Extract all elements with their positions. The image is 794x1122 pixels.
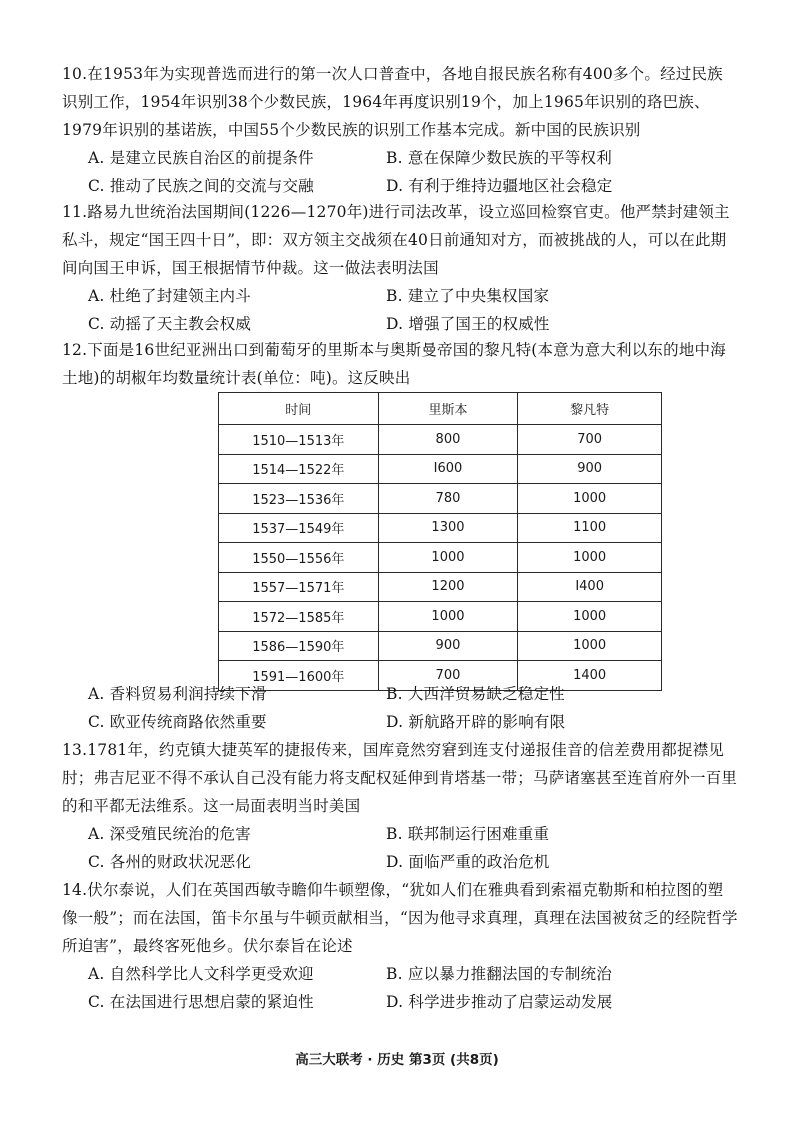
table-row bbox=[219, 631, 662, 661]
option-a: A. 杜绝了封建领主内斗 bbox=[88, 287, 251, 305]
table-cell: 1537—1549年 bbox=[219, 513, 379, 543]
table-cell: I600 bbox=[378, 454, 518, 484]
question-14-stem: 14.伏尔泰说，人们在英国西敏寺瞻仰牛顿塑像，“犹如人们在雅典看到索福克勒斯和柏拉图的塑像一般”；而在法国，笛卡尔虽与牛顿贡献相当，“因为他寻求真理，真理在法国被贫乏的经院哲学所迫害”，最终客死他乡。伏尔泰旨在论述 bbox=[62, 881, 738, 955]
table-row bbox=[219, 454, 662, 484]
table-cell: 900 bbox=[378, 631, 518, 661]
page-footer: 高三大联考 · 历史 第3页 (共8页) bbox=[295, 1052, 499, 1068]
option-b: B. 意在保障少数民族的平等权利 bbox=[386, 149, 612, 167]
table-cell: 1300 bbox=[378, 513, 518, 543]
table-cell: 800 bbox=[378, 425, 518, 455]
table-row bbox=[219, 602, 662, 632]
table-row bbox=[219, 425, 662, 455]
option-b: B. 联邦制运行困难重重 bbox=[386, 825, 550, 843]
question-11-stem: 11.路易九世统治法国期间(1226—1270年)进行司法改革，设立巡回检察官吏。他严禁封建领主私斗，规定“国王四十日”，即：双方领主交战须在40日前通知对方，而被挑战的人，可以在此期间向国王申诉，国王根据情节仲裁。这一做法表明法国 bbox=[62, 203, 730, 277]
option-c: C. 各州的财政状况恶化 bbox=[88, 853, 252, 871]
pepper-statistics-table bbox=[218, 392, 662, 691]
question-12-options bbox=[62, 680, 738, 736]
table-cell: 1100 bbox=[518, 513, 662, 543]
question-10 bbox=[62, 60, 738, 200]
table-row bbox=[219, 572, 662, 602]
table-cell: 1550—1556年 bbox=[219, 543, 379, 573]
question-14 bbox=[62, 876, 738, 1016]
option-d: D. 增强了国王的权威性 bbox=[386, 315, 550, 333]
question-12-options-block bbox=[62, 680, 738, 736]
table-cell: 1400 bbox=[518, 661, 662, 691]
table-cell: 1000 bbox=[378, 543, 518, 573]
table-row bbox=[219, 543, 662, 573]
question-10-stem: 10.在1953年为实现普选而进行的第一次人口普查中，各地自报民族名称有400多个。经过民族识别工作，1954年识别38个少数民族，1964年再度识别19个，加上1965年识别的珞巴族、1979年识别的基诺族，中国55个少数民族的识别工作基本完成。新中国的民族识别 bbox=[62, 65, 723, 139]
option-d: D. 新航路开辟的影响有限 bbox=[386, 713, 566, 731]
column-header: 黎凡特 bbox=[518, 393, 662, 425]
column-header: 里斯本 bbox=[378, 393, 518, 425]
table-cell: 1586—1590年 bbox=[219, 631, 379, 661]
column-header: 时间 bbox=[219, 393, 379, 425]
table-cell: 1000 bbox=[518, 543, 662, 573]
option-c: C. 动摇了天主教会权威 bbox=[88, 315, 252, 333]
table-cell: 1000 bbox=[518, 484, 662, 514]
option-a: A. 自然科学比人文科学更受欢迎 bbox=[88, 965, 314, 983]
table-cell: 1572—1585年 bbox=[219, 602, 379, 632]
option-c: C. 推动了民族之间的交流与交融 bbox=[88, 177, 314, 195]
table-cell: I400 bbox=[518, 572, 662, 602]
option-a: A. 是建立民族自治区的前提条件 bbox=[88, 149, 314, 167]
option-c: C. 在法国进行思想启蒙的紧迫性 bbox=[88, 993, 314, 1011]
table-header-row bbox=[219, 393, 662, 425]
question-13-options bbox=[62, 820, 738, 876]
question-10-options bbox=[62, 144, 738, 200]
table-cell: 1514—1522年 bbox=[219, 454, 379, 484]
question-12 bbox=[62, 336, 738, 392]
table-cell: 1000 bbox=[378, 602, 518, 632]
table-cell: 900 bbox=[518, 454, 662, 484]
question-11-options bbox=[62, 282, 738, 338]
table-cell: 1591—1600年 bbox=[219, 661, 379, 691]
table-cell: 700 bbox=[378, 661, 518, 691]
question-11 bbox=[62, 198, 738, 338]
table-row bbox=[219, 513, 662, 543]
table-cell: 1557—1571年 bbox=[219, 572, 379, 602]
option-b: B. 建立了中央集权国家 bbox=[386, 287, 550, 305]
option-b: B. 大西洋贸易缺乏稳定性 bbox=[386, 685, 565, 703]
table-cell: 1000 bbox=[518, 602, 662, 632]
question-13-stem: 13.1781年，约克镇大捷英军的捷报传来，国库竟然穷窘到连支付递报佳音的信差费用都捉襟见肘；弗吉尼亚不得不承认自己没有能力将支配权延伸到肯塔基一带；马萨诸塞甚至连首府外一百里的和平都无法维系。这一局面表明当时美国 bbox=[62, 741, 738, 815]
option-b: B. 应以暴力推翻法国的专制统治 bbox=[386, 965, 612, 983]
question-12-stem: 12.下面是16世纪亚洲出口到葡萄牙的里斯本与奥斯曼帝国的黎凡特(本意为意大利以东的地中海土地)的胡椒年均数量统计表(单位：吨)。这反映出 bbox=[62, 341, 726, 387]
option-a: A. 香料贸易利润持续下滑 bbox=[88, 685, 267, 703]
table-cell: 1200 bbox=[378, 572, 518, 602]
table-cell: 780 bbox=[378, 484, 518, 514]
table-row bbox=[219, 484, 662, 514]
option-d: D. 有利于维持边疆地区社会稳定 bbox=[386, 177, 613, 195]
question-13 bbox=[62, 736, 738, 876]
option-c: C. 欧亚传统商路依然重要 bbox=[88, 713, 267, 731]
option-a: A. 深受殖民统治的危害 bbox=[88, 825, 251, 843]
table-cell: 700 bbox=[518, 425, 662, 455]
table-cell: 1523—1536年 bbox=[219, 484, 379, 514]
table-cell: 1510—1513年 bbox=[219, 425, 379, 455]
option-d: D. 面临严重的政治危机 bbox=[386, 853, 550, 871]
question-14-options bbox=[62, 960, 738, 1016]
table-cell: 1000 bbox=[518, 631, 662, 661]
option-d: D. 科学进步推动了启蒙运动发展 bbox=[386, 993, 613, 1011]
